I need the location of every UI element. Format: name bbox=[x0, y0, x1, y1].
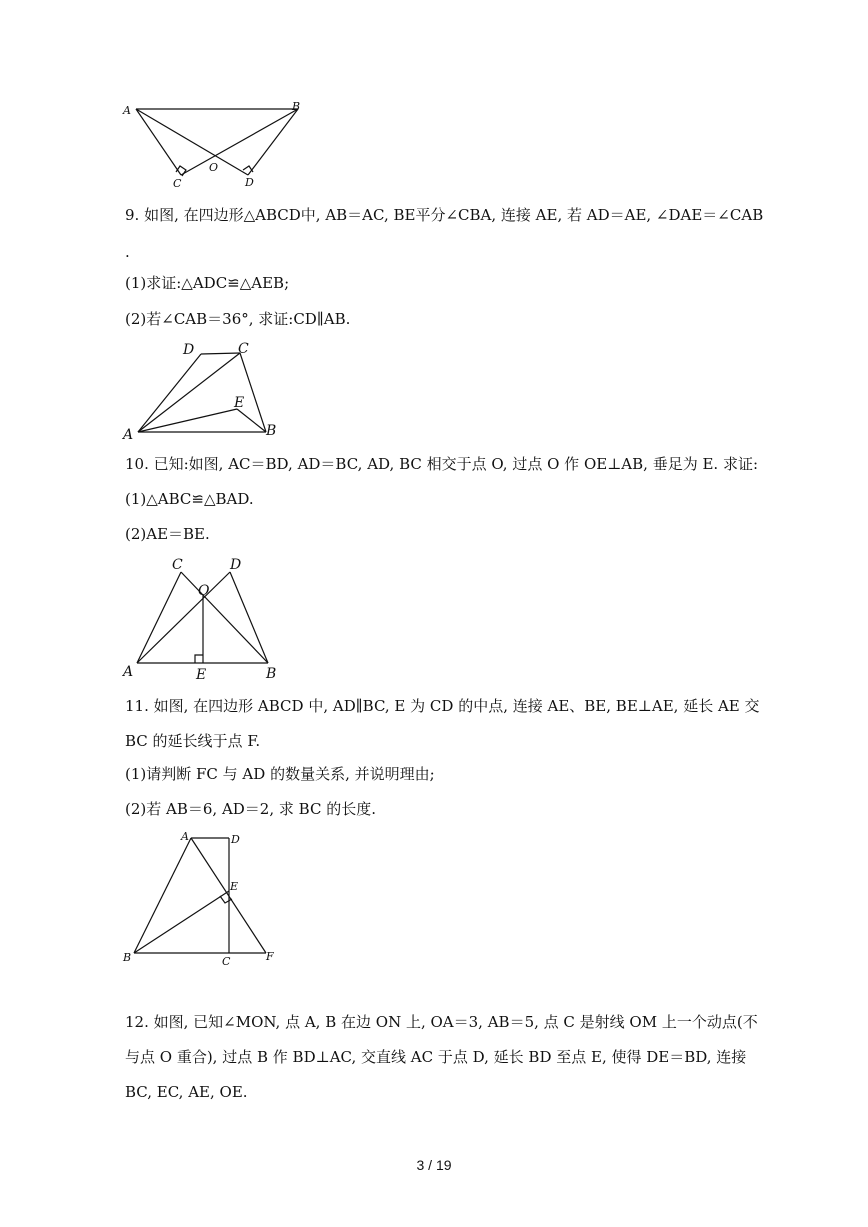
figure-q8 bbox=[118, 100, 308, 195]
label-c: C bbox=[222, 955, 231, 968]
q10-stem: 10. 已知:如图, AC＝BD, AD＝BC, AD, BC 相交于点 O, 过点 O 作 OE⊥AB, 垂足为 E. 求证: bbox=[125, 455, 758, 473]
q9-part1: (1)求证:△ADC≌△AEB; bbox=[125, 274, 290, 292]
label-b: B bbox=[266, 666, 277, 682]
label-a: A bbox=[123, 427, 134, 443]
label-d: D bbox=[183, 342, 195, 358]
label-d: D bbox=[230, 557, 242, 573]
figure-q10 bbox=[118, 553, 288, 683]
label-d: D bbox=[245, 176, 254, 189]
page-number: 3 / 19 bbox=[416, 1157, 452, 1173]
label-a: A bbox=[181, 830, 189, 843]
label-c: C bbox=[238, 341, 249, 357]
q10-part2: (2)AE＝BE. bbox=[125, 525, 210, 543]
label-e: E bbox=[196, 667, 207, 683]
label-b: B bbox=[266, 423, 277, 439]
label-c: C bbox=[172, 557, 183, 573]
label-a: A bbox=[123, 664, 134, 680]
label-o: O bbox=[209, 161, 219, 174]
label-b: B bbox=[292, 100, 301, 113]
q12-line1: 12. 如图, 已知∠MON, 点 A, B 在边 ON 上, OA＝3, AB＝5, 点 C 是射线 OM 上一个动点(不 bbox=[125, 1013, 758, 1031]
q12-line3: BC, EC, AE, OE. bbox=[125, 1083, 248, 1101]
figure-q9 bbox=[118, 338, 288, 443]
q10-part1: (1)△ABC≌△BAD. bbox=[125, 490, 254, 508]
label-e: E bbox=[234, 395, 245, 411]
label-e: E bbox=[230, 880, 239, 893]
label-o: O bbox=[198, 583, 210, 599]
label-a: A bbox=[123, 104, 131, 117]
q11-stem: 11. 如图, 在四边形 ABCD 中, AD∥BC, E 为 CD 的中点, 连接 AE、BE, BE⊥AE, 延长 AE 交 bbox=[125, 697, 760, 715]
label-f: F bbox=[266, 950, 274, 963]
label-c: C bbox=[173, 177, 182, 190]
label-b: B bbox=[123, 951, 132, 964]
q9-part2: (2)若∠CAB＝36°, 求证:CD∥AB. bbox=[125, 310, 351, 328]
q9-stem-cont: . bbox=[125, 243, 130, 261]
q11-stem-cont: BC 的延长线于点 F. bbox=[125, 732, 261, 750]
q11-part1: (1)请判断 FC 与 AD 的数量关系, 并说明理由; bbox=[125, 765, 435, 783]
figure-q11 bbox=[118, 828, 288, 968]
q12-line2: 与点 O 重合), 过点 B 作 BD⊥AC, 交直线 AC 于点 D, 延长 BD 至点 E, 使得 DE＝BD, 连接 bbox=[125, 1048, 747, 1066]
q11-part2: (2)若 AB＝6, AD＝2, 求 BC 的长度. bbox=[125, 800, 376, 818]
label-d: D bbox=[231, 833, 240, 846]
q9-stem: 9. 如图, 在四边形△ABCD中, AB＝AC, BE平分∠CBA, 连接 AE, 若 AD＝AE, ∠DAE＝∠CAB bbox=[125, 206, 764, 224]
